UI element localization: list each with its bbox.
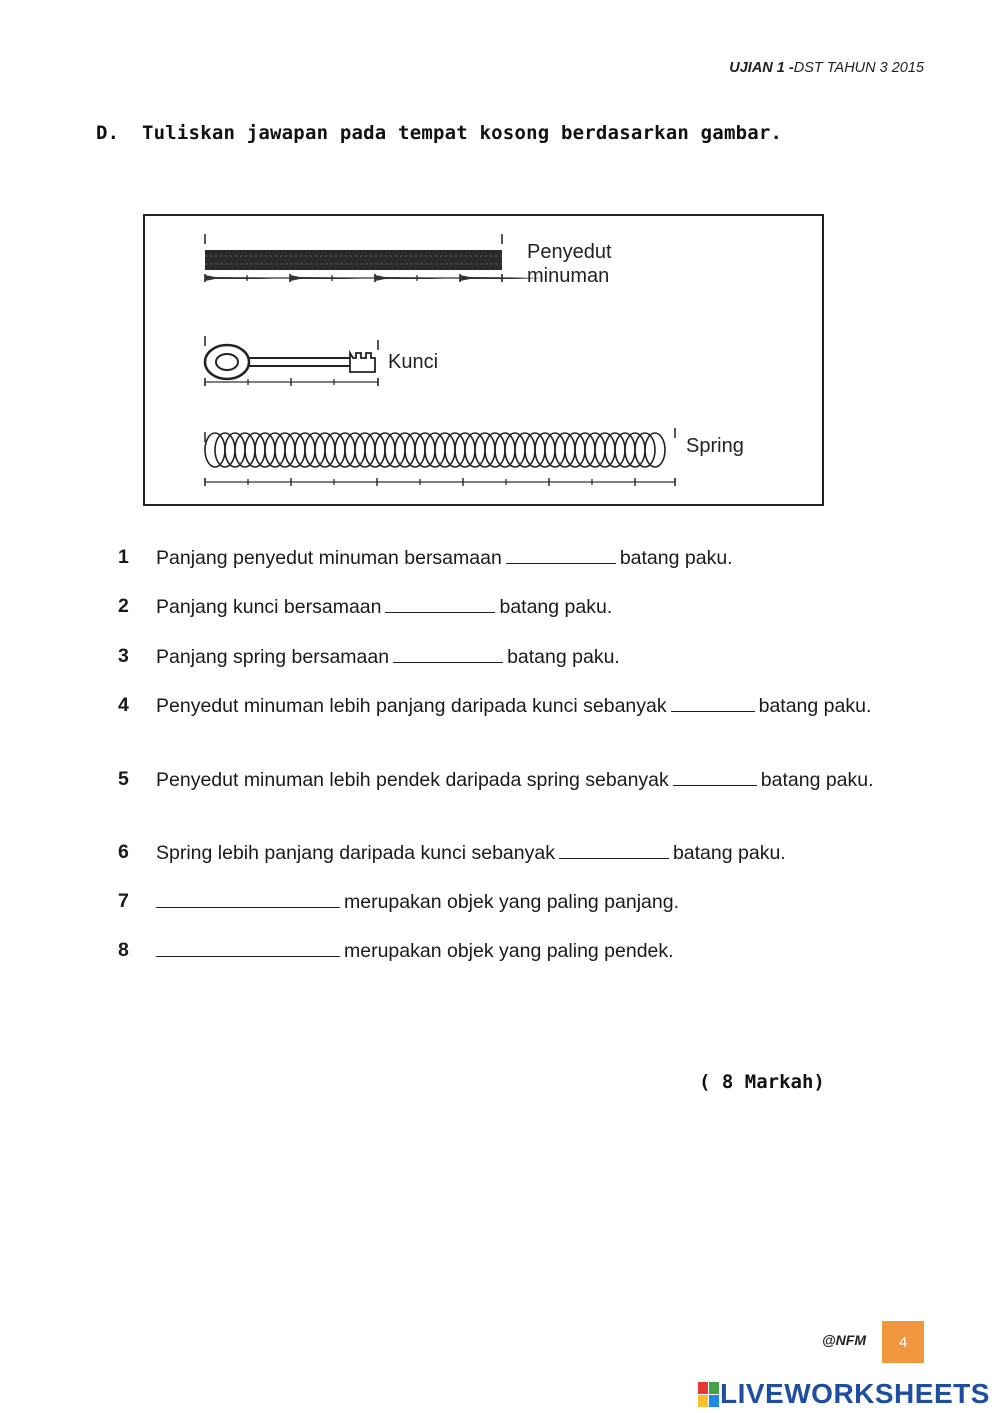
question-number: 2 bbox=[118, 595, 129, 617]
answer-blank[interactable] bbox=[671, 694, 755, 712]
answer-blank[interactable] bbox=[156, 890, 340, 908]
question-1 bbox=[118, 546, 900, 570]
question-5 bbox=[118, 768, 900, 792]
page-number-badge: 4 bbox=[882, 1321, 924, 1363]
question-text: Panjang spring bersamaan bbox=[156, 646, 390, 668]
liveworksheets-brand[interactable] bbox=[698, 1376, 998, 1412]
answer-blank[interactable] bbox=[393, 645, 503, 663]
question-8 bbox=[118, 939, 900, 963]
straw-image bbox=[205, 234, 502, 270]
instruction-text: Tuliskan jawapan pada tempat kosong berdasarkan gambar. bbox=[142, 122, 783, 144]
key-image bbox=[205, 336, 378, 379]
spring-label: Spring bbox=[686, 435, 744, 457]
question-text: Panjang kunci bersamaan bbox=[156, 596, 382, 618]
exam-header-rest: DST TAHUN 3 2015 bbox=[793, 60, 924, 76]
question-number: 8 bbox=[118, 939, 129, 961]
question-6 bbox=[118, 841, 900, 865]
answer-blank[interactable] bbox=[385, 595, 495, 613]
straw-label bbox=[527, 240, 612, 288]
answer-blank[interactable] bbox=[506, 546, 616, 564]
question-number: 1 bbox=[118, 546, 129, 568]
answer-blank[interactable] bbox=[156, 939, 340, 957]
question-number: 7 bbox=[118, 890, 129, 912]
question-3 bbox=[118, 645, 900, 669]
liveworksheets-wordmark: LIVEWORKSHEETS bbox=[720, 1378, 990, 1409]
measurement-figure bbox=[143, 214, 824, 506]
question-2 bbox=[118, 595, 900, 619]
question-text-after: batang paku. bbox=[760, 769, 874, 791]
section-instruction bbox=[96, 122, 782, 144]
question-text: Spring lebih panjang daripada kunci sebanyak bbox=[156, 842, 555, 864]
section-letter: D. bbox=[96, 122, 120, 144]
question-text-after: merupakan objek yang paling panjang. bbox=[344, 891, 679, 913]
question-text: Panjang penyedut minuman bersamaan bbox=[156, 547, 502, 569]
logo-square-green bbox=[709, 1382, 719, 1394]
spring-image bbox=[205, 428, 675, 467]
figure-drawing bbox=[145, 216, 826, 508]
question-number: 4 bbox=[118, 694, 129, 716]
question-text-after: batang paku. bbox=[672, 842, 786, 864]
question-text-after: batang paku. bbox=[499, 596, 613, 618]
question-text-after: merupakan objek yang paling pendek. bbox=[344, 940, 674, 962]
total-marks: ( 8 Markah) bbox=[699, 1071, 825, 1093]
straw-label-line1: Penyedut bbox=[527, 241, 612, 263]
logo-square-yellow bbox=[698, 1395, 708, 1407]
question-7 bbox=[118, 890, 900, 914]
answer-blank[interactable] bbox=[559, 841, 669, 859]
exam-header bbox=[729, 60, 924, 76]
question-number: 3 bbox=[118, 645, 129, 667]
question-number: 6 bbox=[118, 841, 129, 863]
answer-blank[interactable] bbox=[673, 768, 757, 786]
exam-header-bold: UJIAN 1 - bbox=[729, 60, 794, 76]
straw-label-line2: minuman bbox=[527, 265, 610, 287]
question-text-after: batang paku. bbox=[619, 547, 733, 569]
question-text-after: batang paku. bbox=[758, 695, 872, 717]
author-credit: @NFM bbox=[822, 1332, 866, 1348]
logo-square-red bbox=[698, 1382, 708, 1394]
question-text: Penyedut minuman lebih panjang daripada kunci sebanyak bbox=[156, 695, 667, 717]
question-number: 5 bbox=[118, 768, 129, 790]
straw-nails bbox=[205, 274, 543, 282]
logo-square-blue bbox=[709, 1395, 719, 1407]
key-label: Kunci bbox=[388, 351, 439, 373]
question-4 bbox=[118, 694, 900, 718]
liveworksheets-logo-icon bbox=[698, 1382, 718, 1406]
question-text-after: batang paku. bbox=[507, 646, 620, 668]
question-text: Penyedut minuman lebih pendek daripada spring sebanyak bbox=[156, 769, 669, 791]
spring-nails bbox=[205, 478, 675, 486]
